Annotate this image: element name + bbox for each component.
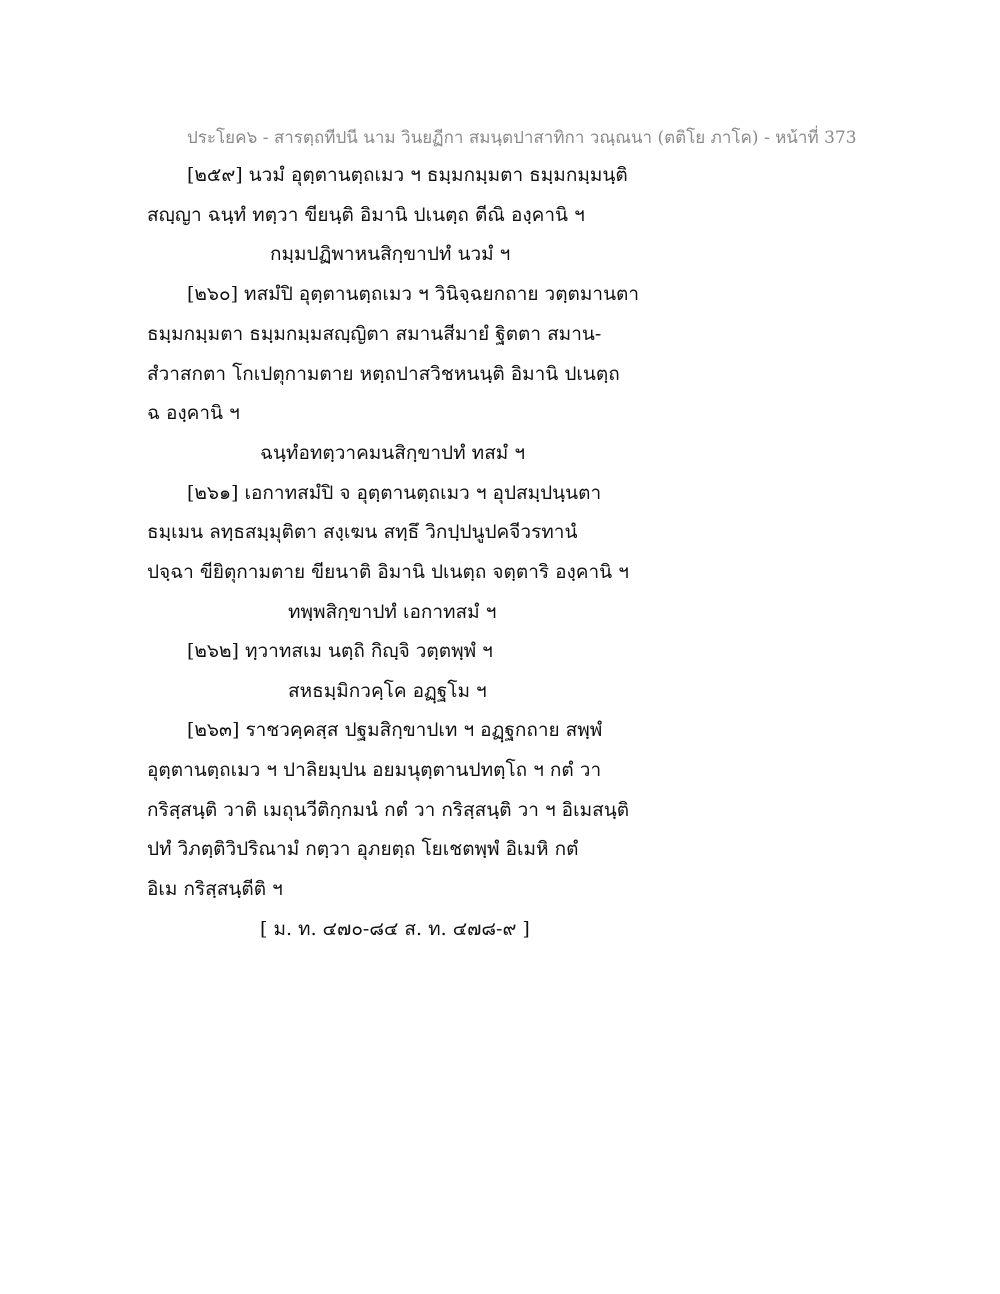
text-line: ธมฺเมน ลทฺธสมฺมุติตา สงฺเฆน สทฺธึ วิกปฺปนูปคจีวรทานํ <box>147 521 578 543</box>
section-title: ทพฺพสิกฺขาปทํ เอกาทสมํ ฯ <box>288 601 497 623</box>
text-line: ปจฺฉา ขียิตุกามตาย ขียนาติ อิมานิ ปเนตฺถ จตฺตาริ องฺคานิ ฯ <box>147 561 629 583</box>
text-line: อุตฺตานตฺถเมว ฯ ปาลิยมฺปน อยมนุตฺตานปทตฺโถ ฯ กตํ วา <box>147 759 602 781</box>
text-line: กริสฺสนฺติ วาติ เมถุนวีติกฺกมนํ กตํ วา กริสฺสนฺติ วา ฯ อิเมสนฺติ <box>147 799 630 821</box>
text-line: สํวาสกตา โกเปตุกามตาย หตฺถปาสวิชหนนฺติ อิมานิ ปเนตฺถ <box>147 363 620 385</box>
text-line: [๒๖๒] ทฺวาทสเม นตฺถิ กิญฺจิ วตฺตพฺพํ ฯ <box>187 640 493 662</box>
page-header: ประโยค๖ - สารตฺถทีปนี นาม วินยฏีกา สมนฺตปาสาทิกา วณฺณนา (ตติโย ภาโค) - หน้าที่ 373 <box>187 128 857 148</box>
text-line: ธมฺมกมฺมตา ธมฺมกมฺมสญฺญิตา สมานสีมายํ ฐิตตา สมาน- <box>147 323 602 345</box>
text-line: [๒๖๐] ทสมํปิ อุตฺตานตฺถเมว ฯ วินิจฺฉยกถาย วตฺตมานตา <box>187 283 640 305</box>
text-line: [๒๖๑] เอกาทสมํปิ จ อุตฺตานตฺถเมว ฯ อุปสมฺปนฺนตา <box>187 482 602 504</box>
section-title: ฉนฺทํอทตฺวาคมนสิกฺขาปทํ ทสมํ ฯ <box>260 442 526 464</box>
section-title: กมฺมปฏิพาหนสิกฺขาปทํ นวมํ ฯ <box>270 243 511 265</box>
text-line: ปทํ วิภตฺติวิปริณามํ กตฺวา อุภยตฺถ โยเชตพฺพํ อิเมหิ กตํ <box>147 838 579 860</box>
reference-note: [ ม. ท. ๔๗๐-๘๔ ส. ท. ๔๗๘-๙ ] <box>260 918 530 940</box>
text-line: สญฺญา ฉนฺทํ ทตฺวา ขียนฺติ อิมานิ ปเนตฺถ ตีณิ องฺคานิ ฯ <box>147 204 585 226</box>
text-line: [๒๕๙] นวมํ อุตฺตานตฺถเมว ฯ ธมฺมกมฺมตา ธมฺมกมฺมนฺติ <box>187 164 628 186</box>
text-line: อิเม กริสฺสนฺตีติ ฯ <box>147 878 283 900</box>
text-line: ฉ องฺคานิ ฯ <box>147 402 240 424</box>
text-line: [๒๖๓] ราชวคฺคสฺส ปฐมสิกฺขาปเท ฯ อฏฺฐกถาย สพฺพํ <box>187 719 603 741</box>
chapter-title: สหธมฺมิกวคฺโค อฏฺฐโม ฯ <box>288 680 487 702</box>
